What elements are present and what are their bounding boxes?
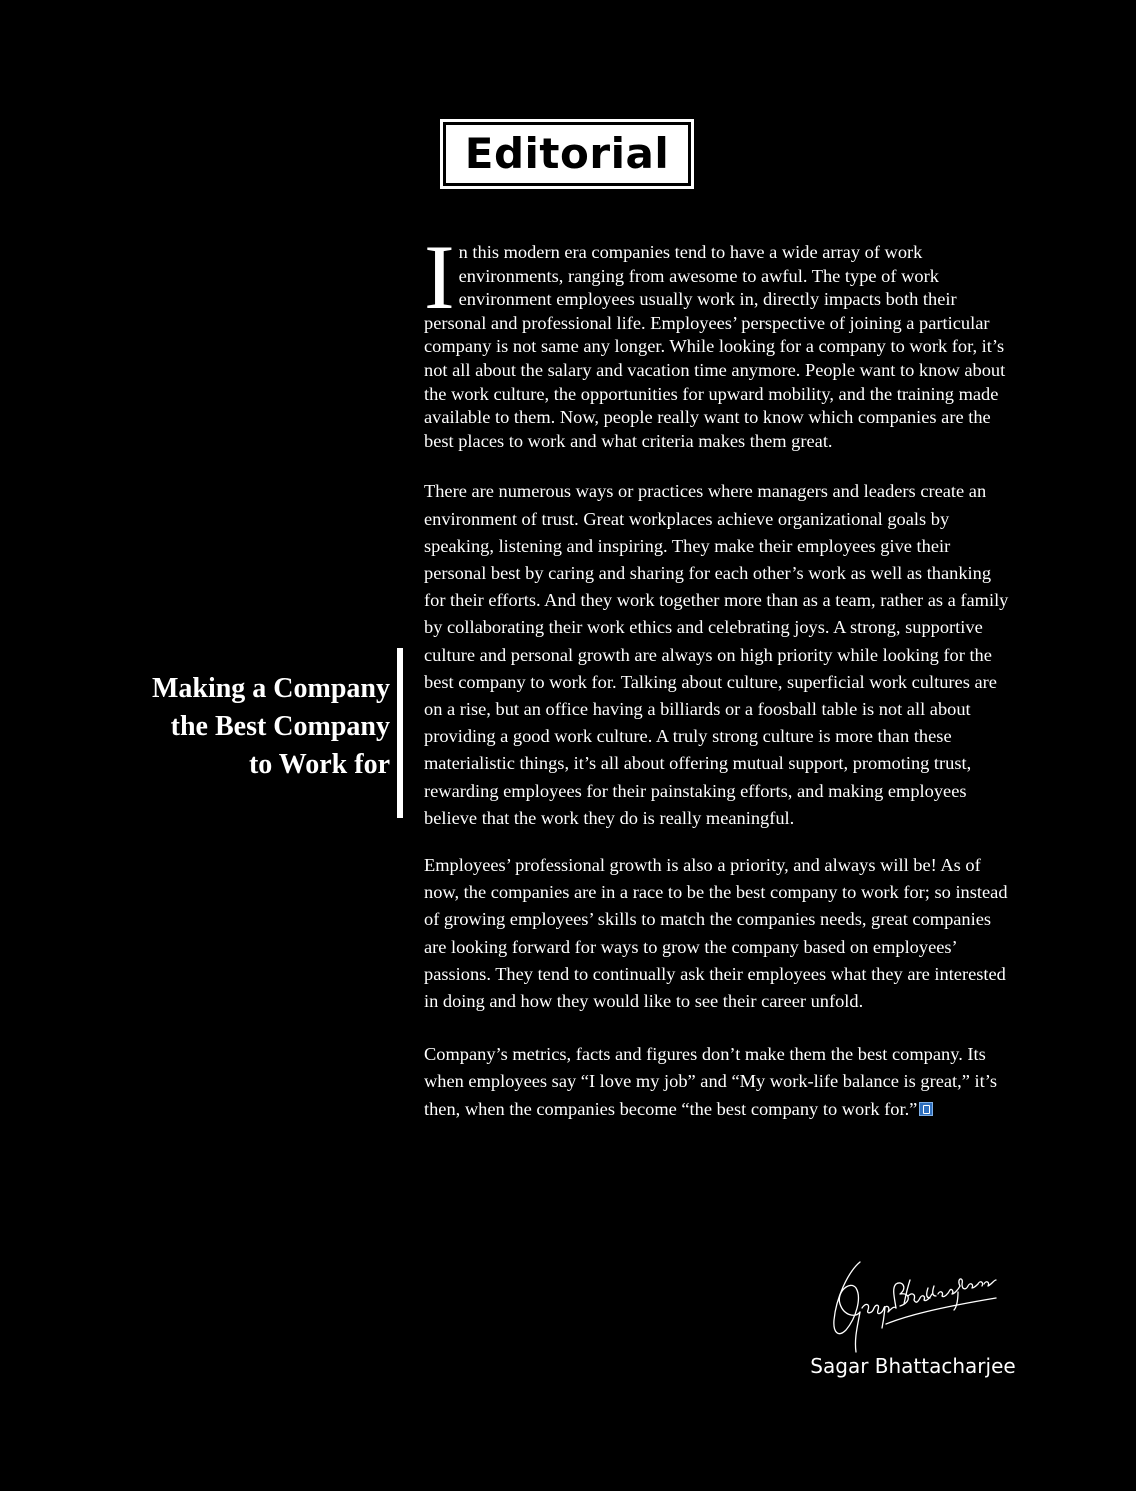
editorial-title-inner — [446, 125, 688, 183]
paragraph-4 — [424, 1041, 1014, 1123]
pullquote-divider-bar — [397, 648, 403, 818]
paragraph-2: There are numerous ways or practices where managers and leaders create an environment of trust. Great workplaces achieve organizational goals by speaking, listening and inspiring. They make their employees give their personal best by caring and sharing for each other’s work as well as thanking for their efforts. And they work together more than as a team, rather as a family by collaborating their work ethics and celebrating joys. A strong, supportive culture and personal growth are always on high priority while looking for the best company to work for. Talking about culture, superficial work cultures are on a rise, but an office having a billiards or a foosball table is not all about providing a good work culture. A truly strong culture is more than these materialistic things, it’s all about offering mutual support, promoting trust, rewarding employees for their painstaking efforts, and making employees believe that the work they do is really meaningful. — [424, 481, 1009, 828]
signature-image — [826, 1258, 1004, 1356]
pullquote-line-3: to Work for — [248, 749, 390, 780]
paragraph-1 — [424, 226, 1014, 453]
page-title: Editorial — [464, 129, 670, 178]
paragraph-3: Employees’ professional growth is also a priority, and always will be! As of now, the companies are in a race to be the best company to work for; so instead of growing employees’ skills to match the companies needs, great companies are looking forward for ways to grow the company based on employees’ passions. They tend to continually ask their employees what they are interested in doing and how they would like to see their career unfold. — [424, 854, 1008, 1011]
end-of-article-icon — [919, 1102, 933, 1116]
drop-cap: I — [424, 226, 455, 328]
pullquote — [100, 670, 390, 784]
pullquote-line-1: Making a Company — [151, 673, 390, 704]
paragraph-1-text: n this modern era companies tend to have a wide array of work environments, ranging from awesome to awful. The type of work environment employees usually work in, directly impacts both their personal and professional life. Employees’ perspective of joining a particular company is not same any longer. While looking for a company to work for, it’s not all about the salary and vacation time anymore. People want to know about the work culture, the opportunities for upward mobility, and the training made available to them. Now, people really want to know which companies are the best places to work and what criteria makes them great. — [424, 242, 1006, 451]
article-body — [424, 226, 1014, 1123]
paragraph-4-text: Company’s metrics, facts and figures don’t make them the best company. Its when employees say “I love my job” and “My work-life balance is great,” it’s then, when the companies become “the best company to work for.” — [424, 1044, 997, 1119]
editorial-title-box — [440, 119, 694, 189]
signer-name: Sagar Bhattacharjee — [810, 1354, 1016, 1378]
pullquote-line-2: the Best Company — [170, 711, 390, 742]
